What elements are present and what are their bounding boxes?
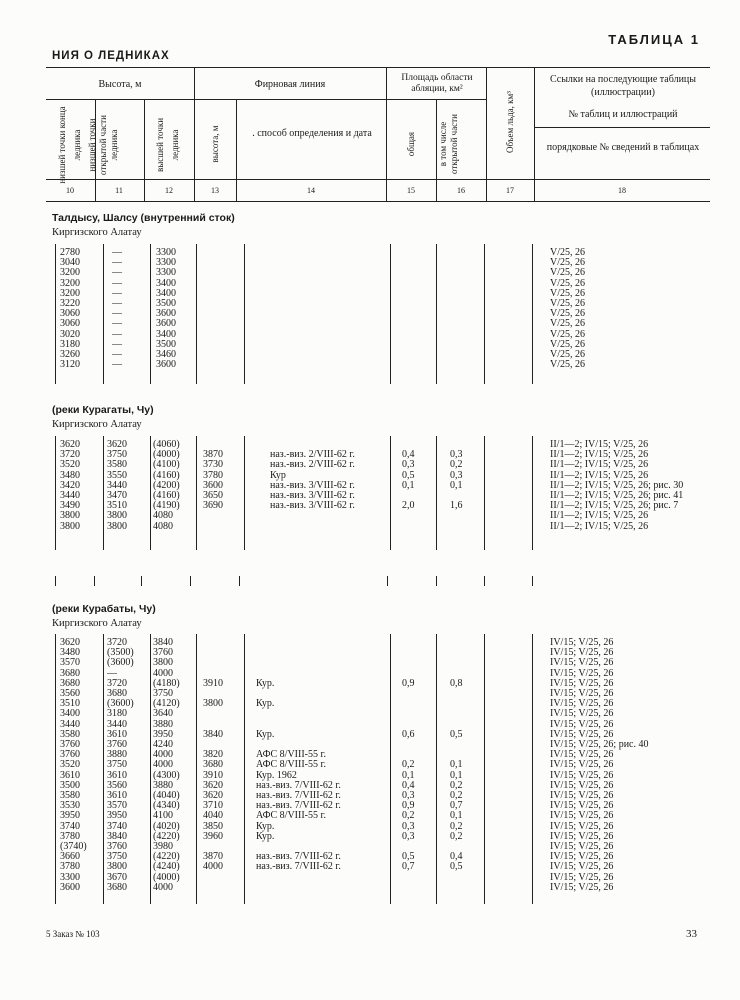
col-area-open: 0,3 0,2 0,3 0,1 1,6: [450, 449, 463, 512]
col-lowest-open: 3620 3750 3580 3550 3440 3470 3510 3800 3800: [107, 439, 127, 532]
header-col15: общая: [406, 131, 416, 157]
header-col16: в том числе открытой части: [438, 114, 459, 174]
col-number: 11: [115, 186, 123, 195]
page-heading: НИЯ О ЛЕДНИКАХ: [52, 50, 170, 62]
col-refs: IV/15; V/25, 26 IV/15; V/25, 26 IV/15; V/25, 26 IV/15; V/25, 26 IV/15; V/25, 26 IV/15; V/25, 26 IV/15; V/25, 26 IV/15; V/25, 26 IV/15; V/25, 26 IV/15; V/25, 26 IV/15; V/25, 26; рис. 40 IV/15; V/25, 26 IV/15; V/25, 26 IV/15; V/25, 26 IV/15; V/25, 26 IV/15; V/25, 26 IV/15; V/25, 26 IV/15; V/25, 26 IV/15; V/25, 26 IV/15; V/25, 26 IV/15; V/25, 26 IV/15; V/25, 26 IV/15; V/25, 26 IV/15; V/25, 26 IV/15; V/25, 26: [550, 637, 649, 893]
col-area-open: 0,8 0,5 0,1 0,1 0,2 0,2 0,7 0,1 0,2 0,2 0,4 0,5: [450, 677, 463, 873]
col-firn-method: Кур. Кур. Кур. АФС 8/VIII-55 г. АФС 8/VIII-55 г. Кур. 1962 наз.-виз. 7/VIII-62 г. наз.-виз. 7/VIII-62 г. наз.-виз. 7/VIII-62 г. АФС 8/VIII-55 г. Кур. Кур. наз.-виз. 7/VIII-62 г. наз.-виз. 7/VIII-62 г.: [256, 677, 341, 873]
col-number: 16: [457, 186, 465, 195]
col-highest: 3840 3760 3800 4000 (4180) 3750 (4120) 3640 3880 3950 4240 4000 4000 (4300) 3880 (4040) (4340) 4100 (4020) (4220) 3980 (4220) (4240) (4000) 4000: [153, 637, 180, 893]
col-lowest-open: 3720 (3500) (3600) — 3720 3680 (3600) 3180 3440 3610 3760 3880 3750 3610 3560 3610 3570 3950 3740 3840 3760 3750 3800 3670 3680: [107, 637, 134, 893]
col-lowest-open: — — — — — — — — — — — —: [112, 247, 122, 371]
col-firn-height: 3870 3730 3780 3600 3650 3690: [203, 449, 223, 512]
header-col11: низшей точки открытой части ледника: [87, 115, 119, 175]
section-subtitle: Киргизского Алатау: [52, 227, 142, 238]
header-col17: Объем льда, км³: [505, 91, 515, 153]
col-firn-height: 3910 3800 3840 3820 3680 3910 3620 3620 3710 4040 3850 3960 3870 4000: [203, 677, 223, 873]
section-subtitle: Киргизского Алатау: [52, 618, 142, 629]
col-refs: II/1—2; IV/15; V/25, 26 II/1—2; IV/15; V/25, 26 II/1—2; IV/15; V/25, 26 II/1—2; IV/15; V/25, 26 II/1—2; IV/15; V/25, 26; рис. 30 II/1—2; IV/15; V/25, 26; рис. 41 II/1—2; IV/15; V/25, 26; рис. 7 II/1—2; IV/15; V/25, 26 II/1—2; IV/15; V/25, 26: [550, 439, 684, 532]
section-subtitle: Киргизского Алатау: [52, 419, 142, 430]
col-area-total: 0,9 0,6 0,2 0,1 0,4 0,3 0,9 0,2 0,3 0,3 0,5 0,7: [402, 677, 415, 873]
col-highest: (4060) (4000) (4100) (4160) (4200) (4160) (4190) 4080 4080: [153, 439, 180, 532]
col-lowest-end: 2780 3040 3200 3200 3200 3220 3060 3060 3020 3180 3260 3120: [60, 247, 80, 371]
header-col13: высота, м: [210, 125, 220, 163]
header-area-group: Площадь области абляции, км²: [401, 73, 473, 94]
col-number: 18: [618, 186, 626, 195]
col-number: 17: [506, 186, 514, 195]
col-number: 12: [165, 186, 173, 195]
page-number: 33: [686, 928, 697, 940]
header-col12: высшей точки ледника: [155, 117, 180, 173]
table-label: ТАБЛИЦА 1: [608, 32, 700, 47]
col-number: 13: [211, 186, 219, 195]
col-lowest-end: 3620 3720 3520 3480 3420 3440 3490 3800 3800: [60, 439, 80, 532]
header-col14: . способ определения и дата: [252, 128, 372, 139]
header-refs-tables: № таблиц и иллюстраций: [568, 109, 678, 120]
print-order: 5 Заказ № 103: [46, 929, 100, 939]
col-refs: V/25, 26 V/25, 26 V/25, 26 V/25, 26 V/25, 26 V/25, 26 V/25, 26 V/25, 26 V/25, 26 V/25, 26 V/25, 26 V/25, 26: [550, 247, 585, 371]
header-col10: низшей точки конца ледника: [57, 106, 82, 184]
header-refs-group: Ссылки на последующие таблицы (иллюстрации): [549, 74, 696, 98]
col-number: 14: [307, 186, 315, 195]
col-highest: 3300 3300 3300 3400 3400 3500 3600 3600 3400 3500 3460 3600: [156, 247, 176, 371]
header-refs-nums: порядковые № сведений в таблицах: [546, 142, 700, 153]
section-title: (реки Курабаты, Чу): [52, 603, 156, 615]
col-lowest-end: 3620 3480 3570 3680 3680 3560 3510 3400 3440 3580 3760 3760 3520 3610 3500 3580 3530 3950 3740 3780 (3740) 3660 3780 3300 3600: [60, 637, 87, 893]
header-firn-group: Фирновая линия: [254, 79, 326, 90]
section-title: Талдысу, Шалсу (внутренний сток): [52, 212, 235, 224]
col-number: 10: [66, 186, 74, 195]
table-header: [46, 67, 710, 202]
col-area-total: 0,4 0,3 0,5 0,1 2,0: [402, 449, 415, 512]
col-firn-method: наз.-виз. 2/VIII-62 г. наз.-виз. 2/VIII-62 г. Кур наз.-виз. 3/VIII-62 г. наз.-виз. 3/VIII-62 г. наз.-виз. 3/VIII-62 г.: [270, 449, 355, 512]
section-title: (реки Курагаты, Чу): [52, 404, 154, 416]
header-height-group: Высота, м: [98, 79, 142, 90]
col-number: 15: [407, 186, 415, 195]
